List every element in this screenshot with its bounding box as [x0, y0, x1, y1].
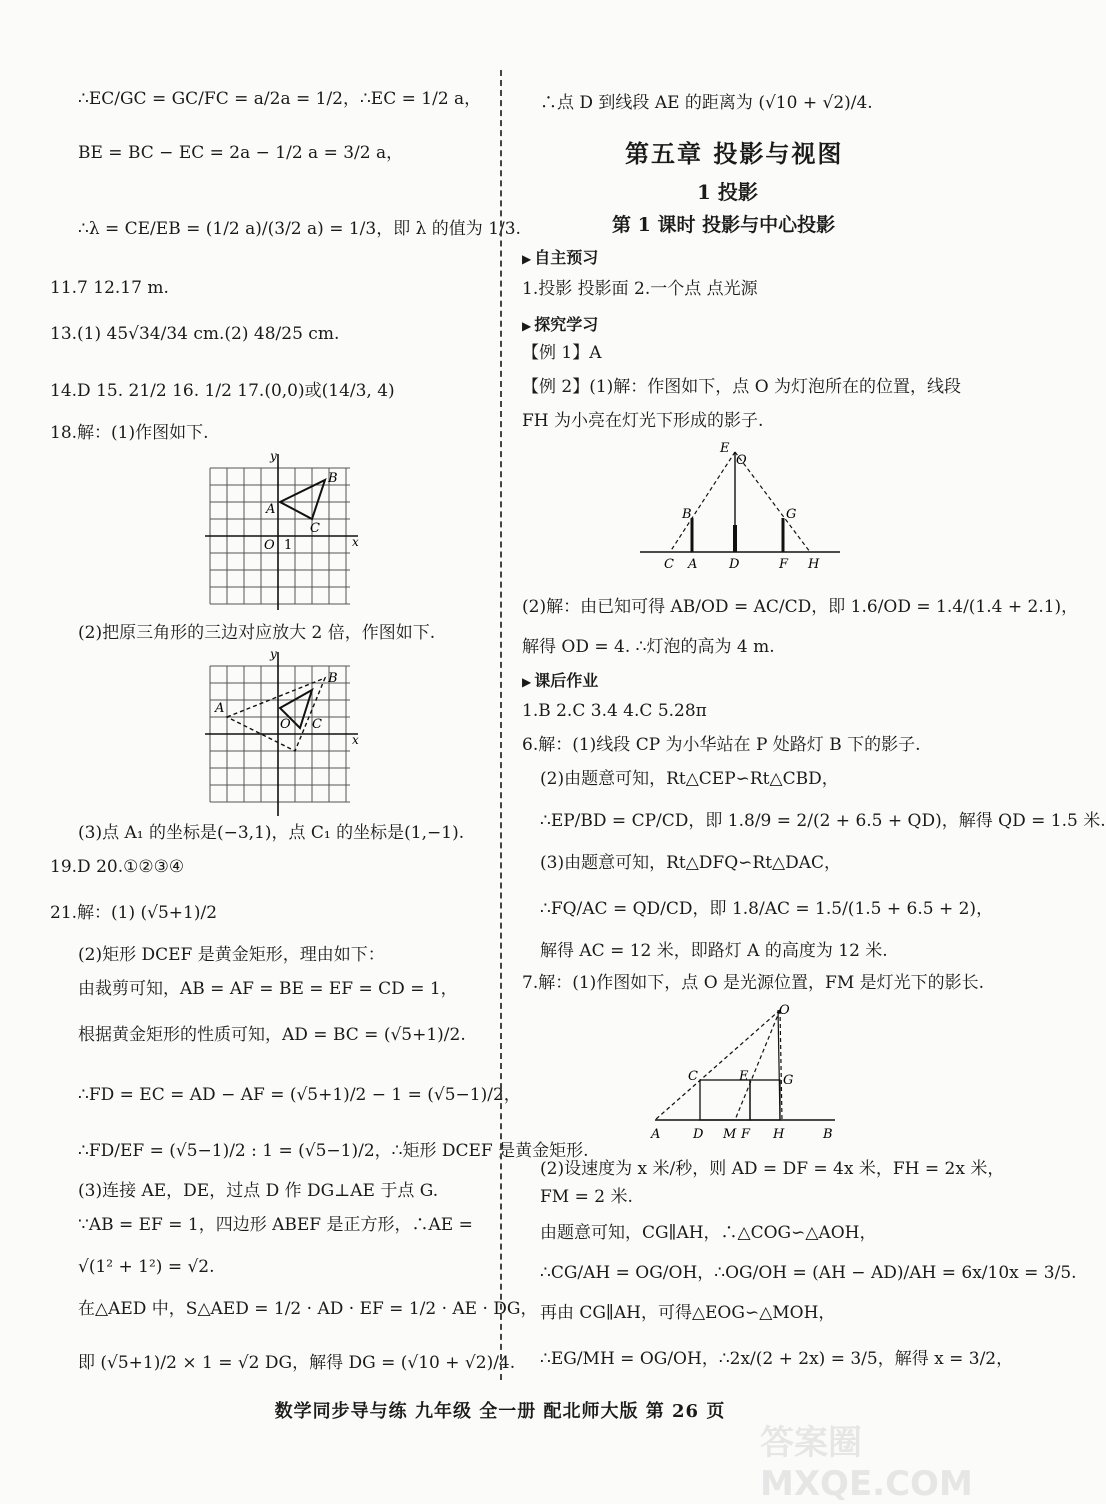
text-line: 由题意可知，CG∥AH，∴△COG∽△AOH， [540, 1223, 877, 1243]
text-line: ∴FQ/AC = QD/CD，即 1.8/AC = 1.5/(1.5 + 6.5 + 2)， [540, 899, 994, 919]
text-line: 【例 1】A [522, 343, 602, 363]
point-a-label: A [651, 1127, 661, 1142]
text-line: 1.B 2.C 3.4 4.C 5.28π [522, 701, 707, 721]
unit-label: 1 [284, 538, 293, 553]
section-tag: ▶ 课后作业 [522, 668, 598, 691]
point-h-label: H [808, 557, 820, 572]
point-a-label: A [688, 557, 698, 572]
text-line: (2)矩形 DCEF 是黄金矩形，理由如下： [78, 945, 385, 965]
section-tag: ▶ 自主预习 [522, 245, 598, 268]
point-m-label: M [723, 1127, 737, 1142]
text-line: 6.解：(1)线段 CP 为小华站在 P 处路灯 B 下的影子. [522, 735, 921, 755]
text-line: FM = 2 米. [540, 1187, 633, 1207]
watermark: 答案圈 MXQE.COM [760, 1423, 973, 1504]
lamp-shadow-figure [640, 440, 840, 575]
x-axis-label: x [352, 733, 359, 747]
y-axis-label: y [270, 647, 277, 661]
point-e-label: E [720, 441, 730, 456]
point-f-label: F [779, 557, 789, 572]
text-line: 11.7 12.17 m. [50, 278, 169, 298]
point-g-label: G [786, 507, 797, 522]
point-b1-label: B [328, 671, 338, 686]
point-o-label: O [736, 453, 747, 468]
point-f-label: F [741, 1127, 751, 1142]
section-tag: ▶ 探究学习 [522, 312, 598, 335]
chapter-title: 第五章 投影与视图 [625, 139, 844, 168]
text-line: 解得 OD = 4. ∴灯泡的高为 4 m. [522, 637, 775, 657]
text-line: (2)由题意可知，Rt△CEP∽Rt△CBD， [540, 769, 839, 789]
point-c-label: C [312, 717, 322, 732]
text-line: 根据黄金矩形的性质可知，AD = BC = (√5+1)/2. [78, 1025, 466, 1045]
light-source-figure [645, 1002, 845, 1142]
coordinate-grid-figure-2 [200, 648, 370, 816]
text-line: 即 (√5+1)/2 × 1 = √2 DG，解得 DG = (√10 + √2)/4. [78, 1353, 516, 1373]
point-d-label: D [693, 1127, 704, 1142]
text-line: (3)点 A₁ 的坐标是(−3,1)，点 C₁ 的坐标是(1,−1). [78, 823, 465, 843]
text-line: 1.投影 投影面 2.一个点 点光源 [522, 279, 758, 299]
point-g-label: G [783, 1073, 794, 1088]
point-a-label: A [266, 502, 276, 517]
text-line: 19.D 20.①②③④ [50, 857, 185, 877]
point-c-label: C [664, 557, 674, 572]
text-line: ∴点 D 到线段 AE 的距离为 (√10 + √2)/4. [540, 93, 873, 113]
origin-label: O [264, 538, 275, 553]
point-a1-label: A [215, 701, 225, 716]
point-e-label: E [739, 1069, 749, 1084]
text-line: ∴EC/GC = GC/FC = a/2a = 1/2，∴EC = 1/2 a， [78, 89, 482, 109]
text-line: 18.解：(1)作图如下. [50, 423, 209, 443]
text-line: 再由 CG∥AH，可得△EOG∽△MOH， [540, 1303, 836, 1323]
text-line: ∴EP/BD = CP/CD，即 1.8/9 = 2/(2 + 6.5 + QD)，解得 QD = 1.5 米. [540, 811, 1106, 831]
text-line: 7.解：(1)作图如下，点 O 是光源位置，FM 是灯光下的影长. [522, 973, 985, 993]
text-line: ∵AB = EF = 1，四边形 ABEF 是正方形，∴AE = [78, 1215, 473, 1235]
text-line: (2)设速度为 x 米/秒，则 AD = DF = 4x 米，FH = 2x 米， [540, 1159, 1005, 1179]
text-line: FH 为小亮在灯光下形成的影子. [522, 411, 764, 431]
text-line: ∴EG/MH = OG/OH，∴2x/(2 + 2x) = 3/5，解得 x = 3/2， [540, 1349, 1014, 1369]
text-line: 13.(1) 45√34/34 cm.(2) 48/25 cm. [50, 324, 340, 344]
text-line: (3)连接 AE，DE，过点 D 作 DG⊥AE 于点 G. [78, 1181, 439, 1201]
text-line: √(1² + 1²) = √2. [78, 1257, 215, 1277]
text-line: ∴CG/AH = OG/OH，∴OG/OH = (AH − AD)/AH = 6x/10x = 3/5. [540, 1263, 1077, 1283]
text-line: 解得 AC = 12 米，即路灯 A 的高度为 12 米. [540, 941, 888, 961]
text-line: ∴FD/EF = (√5−1)/2 : 1 = (√5−1)/2，∴矩形 DCEF 是黄金矩形. [78, 1141, 589, 1161]
point-o-label: O [779, 1003, 790, 1018]
point-b-label: B [682, 507, 692, 522]
text-line: (2)解：由已知可得 AB/OD = AC/CD，即 1.6/OD = 1.4/(1.4 + 2.1)， [522, 597, 1079, 617]
text-line: 在△AED 中，S△AED = 1/2 · AD · EF = 1/2 · AE · DG， [78, 1299, 538, 1319]
point-b-label: B [328, 471, 338, 486]
text-line: BE = BC − EC = 2a − 1/2 a = 3/2 a， [78, 143, 404, 163]
text-line: 由裁剪可知，AB = AF = BE = EF = CD = 1， [78, 979, 458, 999]
text-line: 21.解：(1) (√5+1)/2 [50, 903, 218, 923]
point-c-label: C [310, 521, 320, 536]
point-b-label: B [823, 1127, 833, 1142]
origin-label: O [280, 717, 291, 732]
column-divider [500, 70, 502, 1380]
y-axis-label: y [270, 449, 277, 463]
point-d-label: D [729, 557, 740, 572]
text-line: (3)由题意可知，Rt△DFQ∽Rt△DAC， [540, 853, 842, 873]
text-line: ∴λ = CE/EB = (1/2 a)/(3/2 a) = 1/3，即 λ 的值为 1/3. [78, 219, 521, 239]
text-line: ∴FD = EC = AD − AF = (√5+1)/2 − 1 = (√5−1)/2， [78, 1085, 521, 1105]
text-line: 14.D 15. 21/2 16. 1/2 17.(0,0)或(14/3, 4) [50, 381, 395, 401]
x-axis-label: x [352, 535, 359, 549]
point-c-label: C [688, 1069, 698, 1084]
lesson-title: 第 1 课时 投影与中心投影 [612, 214, 836, 236]
section-title: 1 投影 [697, 180, 758, 204]
coordinate-grid-figure-1 [200, 450, 370, 610]
page-footer: 数学同步导与练 九年级 全一册 配北师大版 第 26 页 [274, 1401, 726, 1422]
point-h-label: H [773, 1127, 785, 1142]
text-line: (2)把原三角形的三边对应放大 2 倍，作图如下. [78, 623, 436, 643]
text-line: 【例 2】(1)解：作图如下，点 O 为灯泡所在的位置，线段 [522, 377, 962, 397]
